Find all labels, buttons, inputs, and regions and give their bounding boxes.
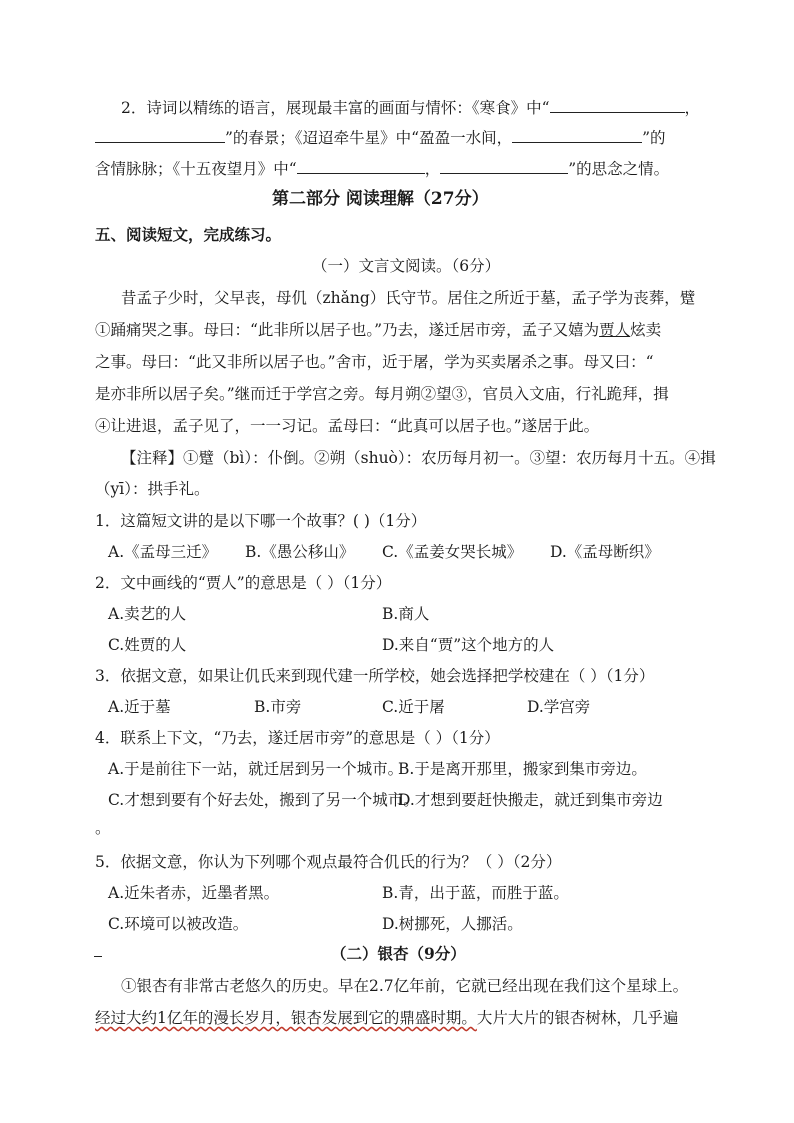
passage-line: 昔孟子少时，父早丧，母仉（zhǎng）氏守节。居住之所近于墓，孟子学为丧葬，躄 [121, 289, 696, 307]
question-stem: 3．依据文意，如果让仉氏来到现代建一所学校，她会选择把学校建在（ ）（1分） [95, 667, 655, 685]
underlined-term: 贾人 [599, 321, 631, 339]
q2-text: ”的 [642, 129, 666, 147]
passage-text: ①踊痛哭之事。母曰：“此非所以居子也。”乃去，遂迁居市旁，孟子又嬉为 [95, 321, 600, 339]
option-a[interactable]: A.卖艺的人 [108, 605, 187, 623]
option-c[interactable]: C.才想到要有个好去处，搬到了另一个城市。 [108, 791, 419, 809]
option-a[interactable]: A.于是前往下一站，就迁居到另一个城市。 [108, 760, 404, 778]
option-b[interactable]: B.市旁 [254, 698, 302, 716]
passage-line: ④让进退，孟子见了，一一习记。孟母曰：“此真可以居子也。”遂居于此。 [95, 417, 600, 435]
q2-text: 含情脉脉；《十五夜望月》中“ [95, 160, 297, 178]
annotation-line: 【注释】①躄（bì）：仆倒。②朔（shuò）：农历每月初一。③望：农历每月十五。④揖 [121, 449, 716, 467]
answer-blank[interactable] [440, 158, 568, 174]
question-stem: 2．文中画线的“贾人”的意思是（ ）（1分） [95, 574, 392, 592]
option-b[interactable]: B.青，出于蓝，而胜于蓝。 [382, 884, 569, 902]
option-tail: 。 [95, 819, 111, 837]
option-c[interactable]: C.环境可以被改造。 [108, 915, 249, 933]
passage-line: ①银杏有非常古老悠久的历史。早在2.7亿年前，它就已经出现在我们这个星球上。 [121, 977, 689, 995]
option-d[interactable]: D.来自“贾”这个地方的人 [382, 636, 555, 654]
passage2-title: （二）银杏（9分） [331, 944, 466, 963]
q2-text: ， [424, 160, 441, 178]
option-c[interactable]: C.近于屠 [382, 698, 445, 716]
passage-text: 炫卖 [630, 321, 662, 339]
option-a[interactable]: A.近于墓 [108, 698, 171, 716]
question-stem: 4．联系上下文，“乃去，遂迁居市旁”的意思是（ ）（1分） [95, 729, 500, 747]
answer-blank[interactable] [512, 127, 642, 143]
annotation-line: （yī）：拱手礼。 [95, 480, 210, 498]
passage-line: 之事。母曰：“此又非所以居子也。”舍市，近于屠，学为买卖屠杀之事。母又曰：“ [95, 353, 654, 371]
option-a[interactable]: A.《孟母三迁》 [108, 543, 218, 561]
option-c[interactable]: C.《孟姜女哭长城》 [382, 543, 523, 561]
q2-text: 2．诗词以精练的语言，展现最丰富的画面与情怀：《寒食》中“ [121, 99, 550, 117]
stray-mark [94, 956, 102, 957]
wavy-underlined-sentence: 经过大约1亿年的漫长岁月，银杏发展到它的鼎盛时期。 [95, 1009, 477, 1027]
answer-blank[interactable] [550, 97, 685, 113]
q2-text: ， [684, 99, 701, 117]
answer-blank[interactable] [297, 158, 425, 174]
q2-line-3 [95, 158, 669, 179]
option-a[interactable]: A.近朱者赤，近墨者黑。 [108, 884, 280, 902]
passage-line: 是亦非所以居子矣。”继而迁于学宫之旁。每月朔②望③，官员入文庙，行礼跪拜，揖 [95, 385, 669, 403]
option-c[interactable]: C.姓贾的人 [108, 636, 187, 654]
option-d[interactable]: D.《孟母断织》 [550, 543, 660, 561]
answer-blank[interactable] [95, 127, 225, 143]
section-heading: 五、阅读短文，完成练习。 [95, 225, 282, 244]
option-b[interactable]: B.商人 [382, 605, 430, 623]
passage-line [95, 1008, 678, 1028]
q2-line-1 [121, 97, 700, 118]
option-d[interactable]: D.树挪死，人挪活。 [382, 915, 523, 933]
q2-text: ”的思念之情。 [568, 160, 670, 178]
option-b[interactable]: B.于是离开那里，搬家到集市旁边。 [398, 760, 647, 778]
passage1-title: （一）文言文阅读。（6分） [312, 257, 501, 275]
question-stem: 5．依据文意，你认为下列哪个观点最符合仉氏的行为？（ ）（2分） [95, 853, 562, 871]
option-b[interactable]: B.《愚公移山》 [245, 543, 355, 561]
option-d[interactable]: D.才想到要赶快搬走，就迁到集市旁边 [398, 791, 663, 809]
question-stem: 1．这篇短文讲的是以下哪一个故事？( )（1分） [95, 512, 427, 530]
part2-title: 第二部分 阅读理解（27分） [272, 189, 489, 209]
option-d[interactable]: D.学宫旁 [527, 698, 591, 716]
q2-line-2 [95, 127, 666, 148]
q2-text: ”的春景；《迢迢牵牛星》中“盈盈一水间， [225, 129, 513, 147]
passage-text: 大片大片的银杏树林，几乎遍 [476, 1009, 679, 1027]
passage-line [95, 320, 661, 340]
